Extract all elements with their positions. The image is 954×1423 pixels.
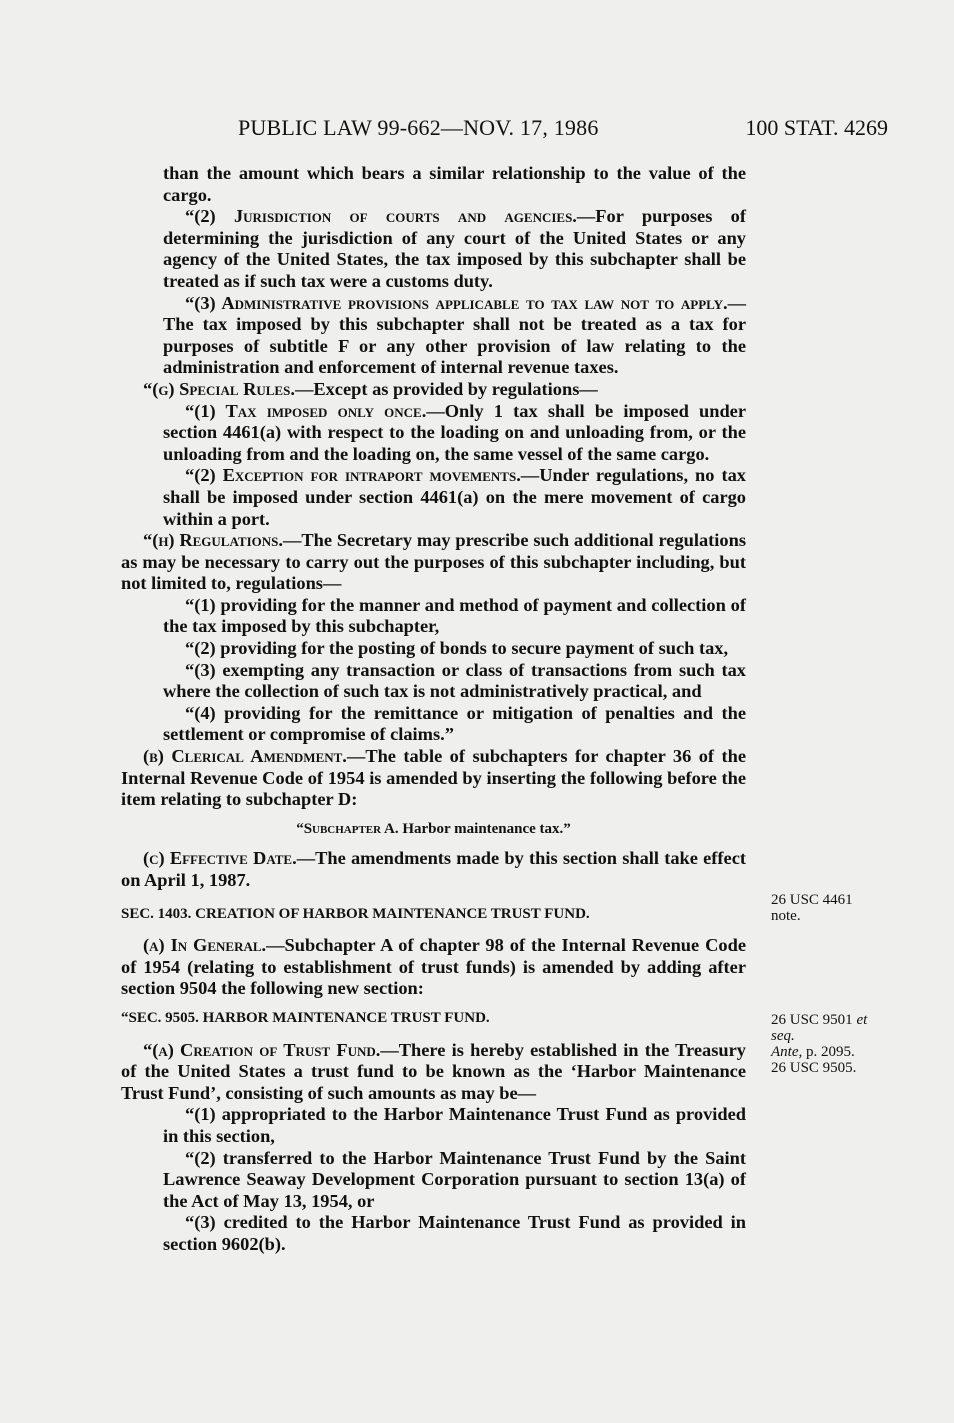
paragraph: “(2) Exception for intraport movements.—Under regulations, no tax shall be imposed under section 4461(a) on the mere movement of cargo within a port. [163, 465, 746, 529]
paragraph: “(4) providing for the remittance or mitigation of penalties and the settlement or compromise of claims.” [163, 702, 746, 745]
paragraph: “(2) Jurisdiction of courts and agencies.—For purposes of determining the jurisdiction of any court of the United States or any agency of the United States, the tax imposed by this subchapter shall be treated as if such tax were a customs duty. [163, 206, 746, 291]
margin-note: 26 USC 4461 note. [771, 892, 853, 924]
paragraph: “(1) appropriated to the Harbor Maintenance Trust Fund as provided in this section, [163, 1104, 746, 1146]
section-heading: “SEC. 9505. HARBOR MAINTENANCE TRUST FUND. [121, 1009, 490, 1026]
document-body [121, 163, 746, 1256]
subsection-a-trust: “(a) Creation of Trust Fund.—There is hereby established in the Treasury of the United States a trust fund to be known as the ‘Harbor Maintenance Trust Fund’, consisting of such amounts as may be— [121, 1039, 746, 1103]
subsection-c: (c) Effective Date.—The amendments made by this section shall take effect on April 1, 1987. [121, 848, 746, 890]
paragraph: “(3) credited to the Harbor Maintenance Trust Fund as provided in section 9602(b). [163, 1212, 746, 1254]
paragraph: “(1) Tax imposed only once.—Only 1 tax shall be imposed under section 4461(a) with respect to the loading on and unloading from, or the unloading from and the loading on, the same vessel of the same cargo. [163, 400, 746, 464]
section-heading: SEC. 1403. CREATION OF HARBOR MAINTENANCE TRUST FUND. [121, 905, 590, 922]
law-citation: PUBLIC LAW 99-662—NOV. 17, 1986 [238, 115, 599, 140]
paragraph: “(2) providing for the posting of bonds to secure payment of such tax, [185, 638, 729, 659]
paragraph: “(1) providing for the manner and method of payment and collection of the tax imposed by this subchapter, [163, 594, 746, 637]
subsection-a: (a) In General.—Subchapter A of chapter 98 of the Internal Revenue Code of 1954 (relating to establishment of trust funds) is amended by adding after section 9504 the following new section: [121, 935, 747, 999]
subchapter-item: “Subchapter A. Harbor maintenance tax.” [296, 820, 571, 837]
subsection-h: “(h) Regulations.—The Secretary may prescribe such additional regulations as may be necessary to carry out the purposes of this subchapter including, but not limited to, regulations— [121, 530, 746, 594]
subsection-b: (b) Clerical Amendment.—The table of subchapters for chapter 36 of the Internal Revenue Code of 1954 is amended by inserting the following before the item relating to subchapter D: [121, 746, 747, 810]
statute-page: 100 STAT. 4269 [745, 115, 888, 140]
paragraph: “(3) Administrative provisions applicable to tax law not to apply.—The tax imposed by this subchapter shall not be treated as a tax for purposes of subtitle F or any other provision of law relating to the administration and enforcement of internal revenue taxes. [163, 292, 746, 378]
subsection-g: “(g) Special Rules.—Except as provided by regulations— [143, 378, 598, 399]
paragraph: “(3) exempting any transaction or class of transactions from such tax where the collection of such tax is not administratively practical, and [163, 659, 746, 702]
page-header [238, 115, 888, 145]
paragraph: “(2) transferred to the Harbor Maintenance Trust Fund by the Saint Lawrence Seaway Development Corporation pursuant to section 13(a) of the Act of May 13, 1954, or [163, 1147, 746, 1211]
margin-note: 26 USC 9501 et seq. Ante, p. 2095. 26 USC 9505. [771, 1012, 868, 1076]
paragraph: than the amount which bears a similar relationship to the value of the cargo. [163, 163, 746, 205]
